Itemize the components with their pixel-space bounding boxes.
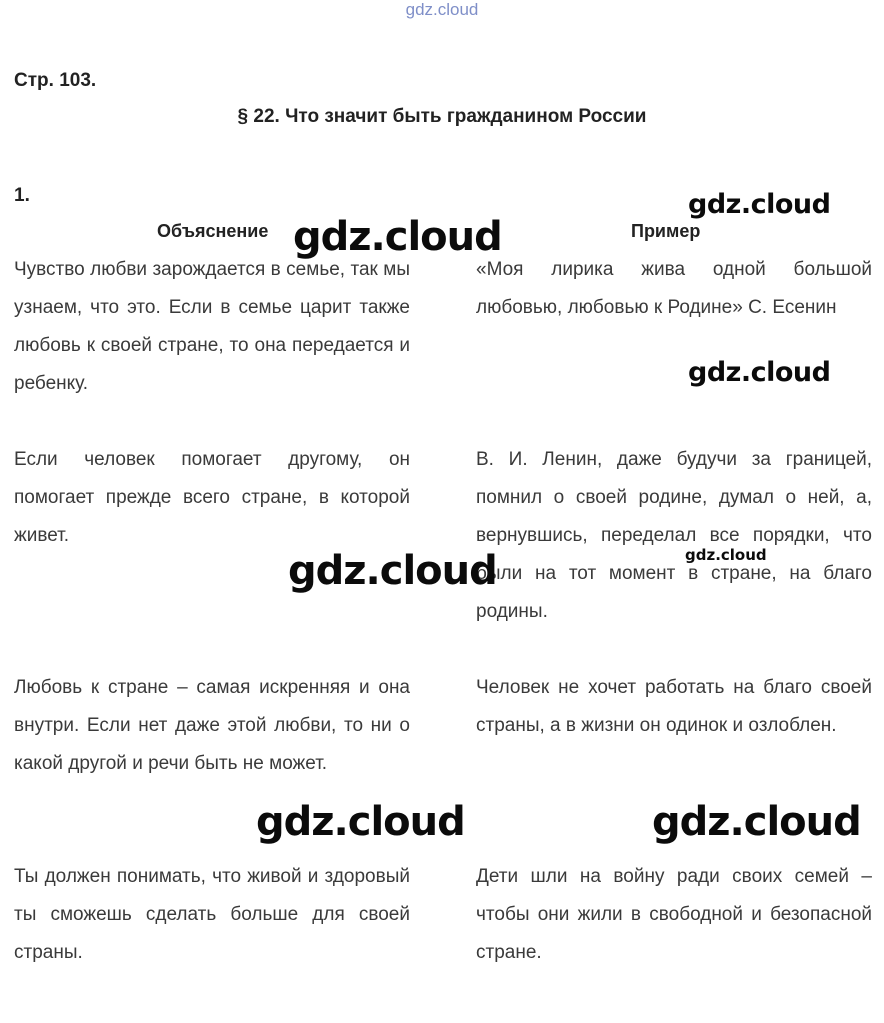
column-header-explanation: Объяснение xyxy=(157,221,269,241)
example-cell: Дети шли на войну ради своих семей – чтобы они жили в свободной и безопасной стране. xyxy=(476,866,872,963)
example-cell: «Моя лирика жива одной большой любовью, любовью к Родине» С. Есенин xyxy=(476,259,872,318)
watermark: gdz.cloud xyxy=(688,189,831,220)
explanation-cell: Чувство любви зарождается в семье, так мы узнаем, что это. Если в семье царит также любовь к своей стране, то она передается и ребенку. xyxy=(14,259,410,394)
column-header-example: Пример xyxy=(631,221,701,241)
task-number: 1. xyxy=(14,185,30,206)
explanation-cell: Если человек помогает другому, он помогает прежде всего стране, в которой живет. xyxy=(14,449,410,546)
example-cell: Человек не хочет работать на благо своей страны, а в жизни он одинок и озлоблен. xyxy=(476,677,872,736)
explanation-cell: Ты должен понимать, что живой и здоровый ты сможешь сделать больше для своей страны. xyxy=(14,866,410,963)
watermark: gdz.cloud xyxy=(293,214,502,260)
watermark: gdz.cloud xyxy=(256,799,465,845)
section-title: § 22. Что значит быть гражданином России xyxy=(237,106,647,127)
watermark: gdz.cloud xyxy=(288,548,497,594)
watermark: gdz.cloud xyxy=(685,546,767,564)
watermark: gdz.cloud xyxy=(652,799,861,845)
page-number: Стр. 103. xyxy=(14,70,97,91)
top-watermark: gdz.cloud xyxy=(405,0,479,19)
explanation-cell: Любовь к стране – самая искренняя и она внутри. Если нет даже этой любви, то ни о какой другой и речи быть не может. xyxy=(14,677,410,774)
example-cell: В. И. Ленин, даже будучи за границей, помнил о своей родине, думал о ней, а, вернувшись, переделал все порядки, что были на тот момент в стране, на благо родины. xyxy=(476,449,872,622)
watermark: gdz.cloud xyxy=(688,357,831,388)
